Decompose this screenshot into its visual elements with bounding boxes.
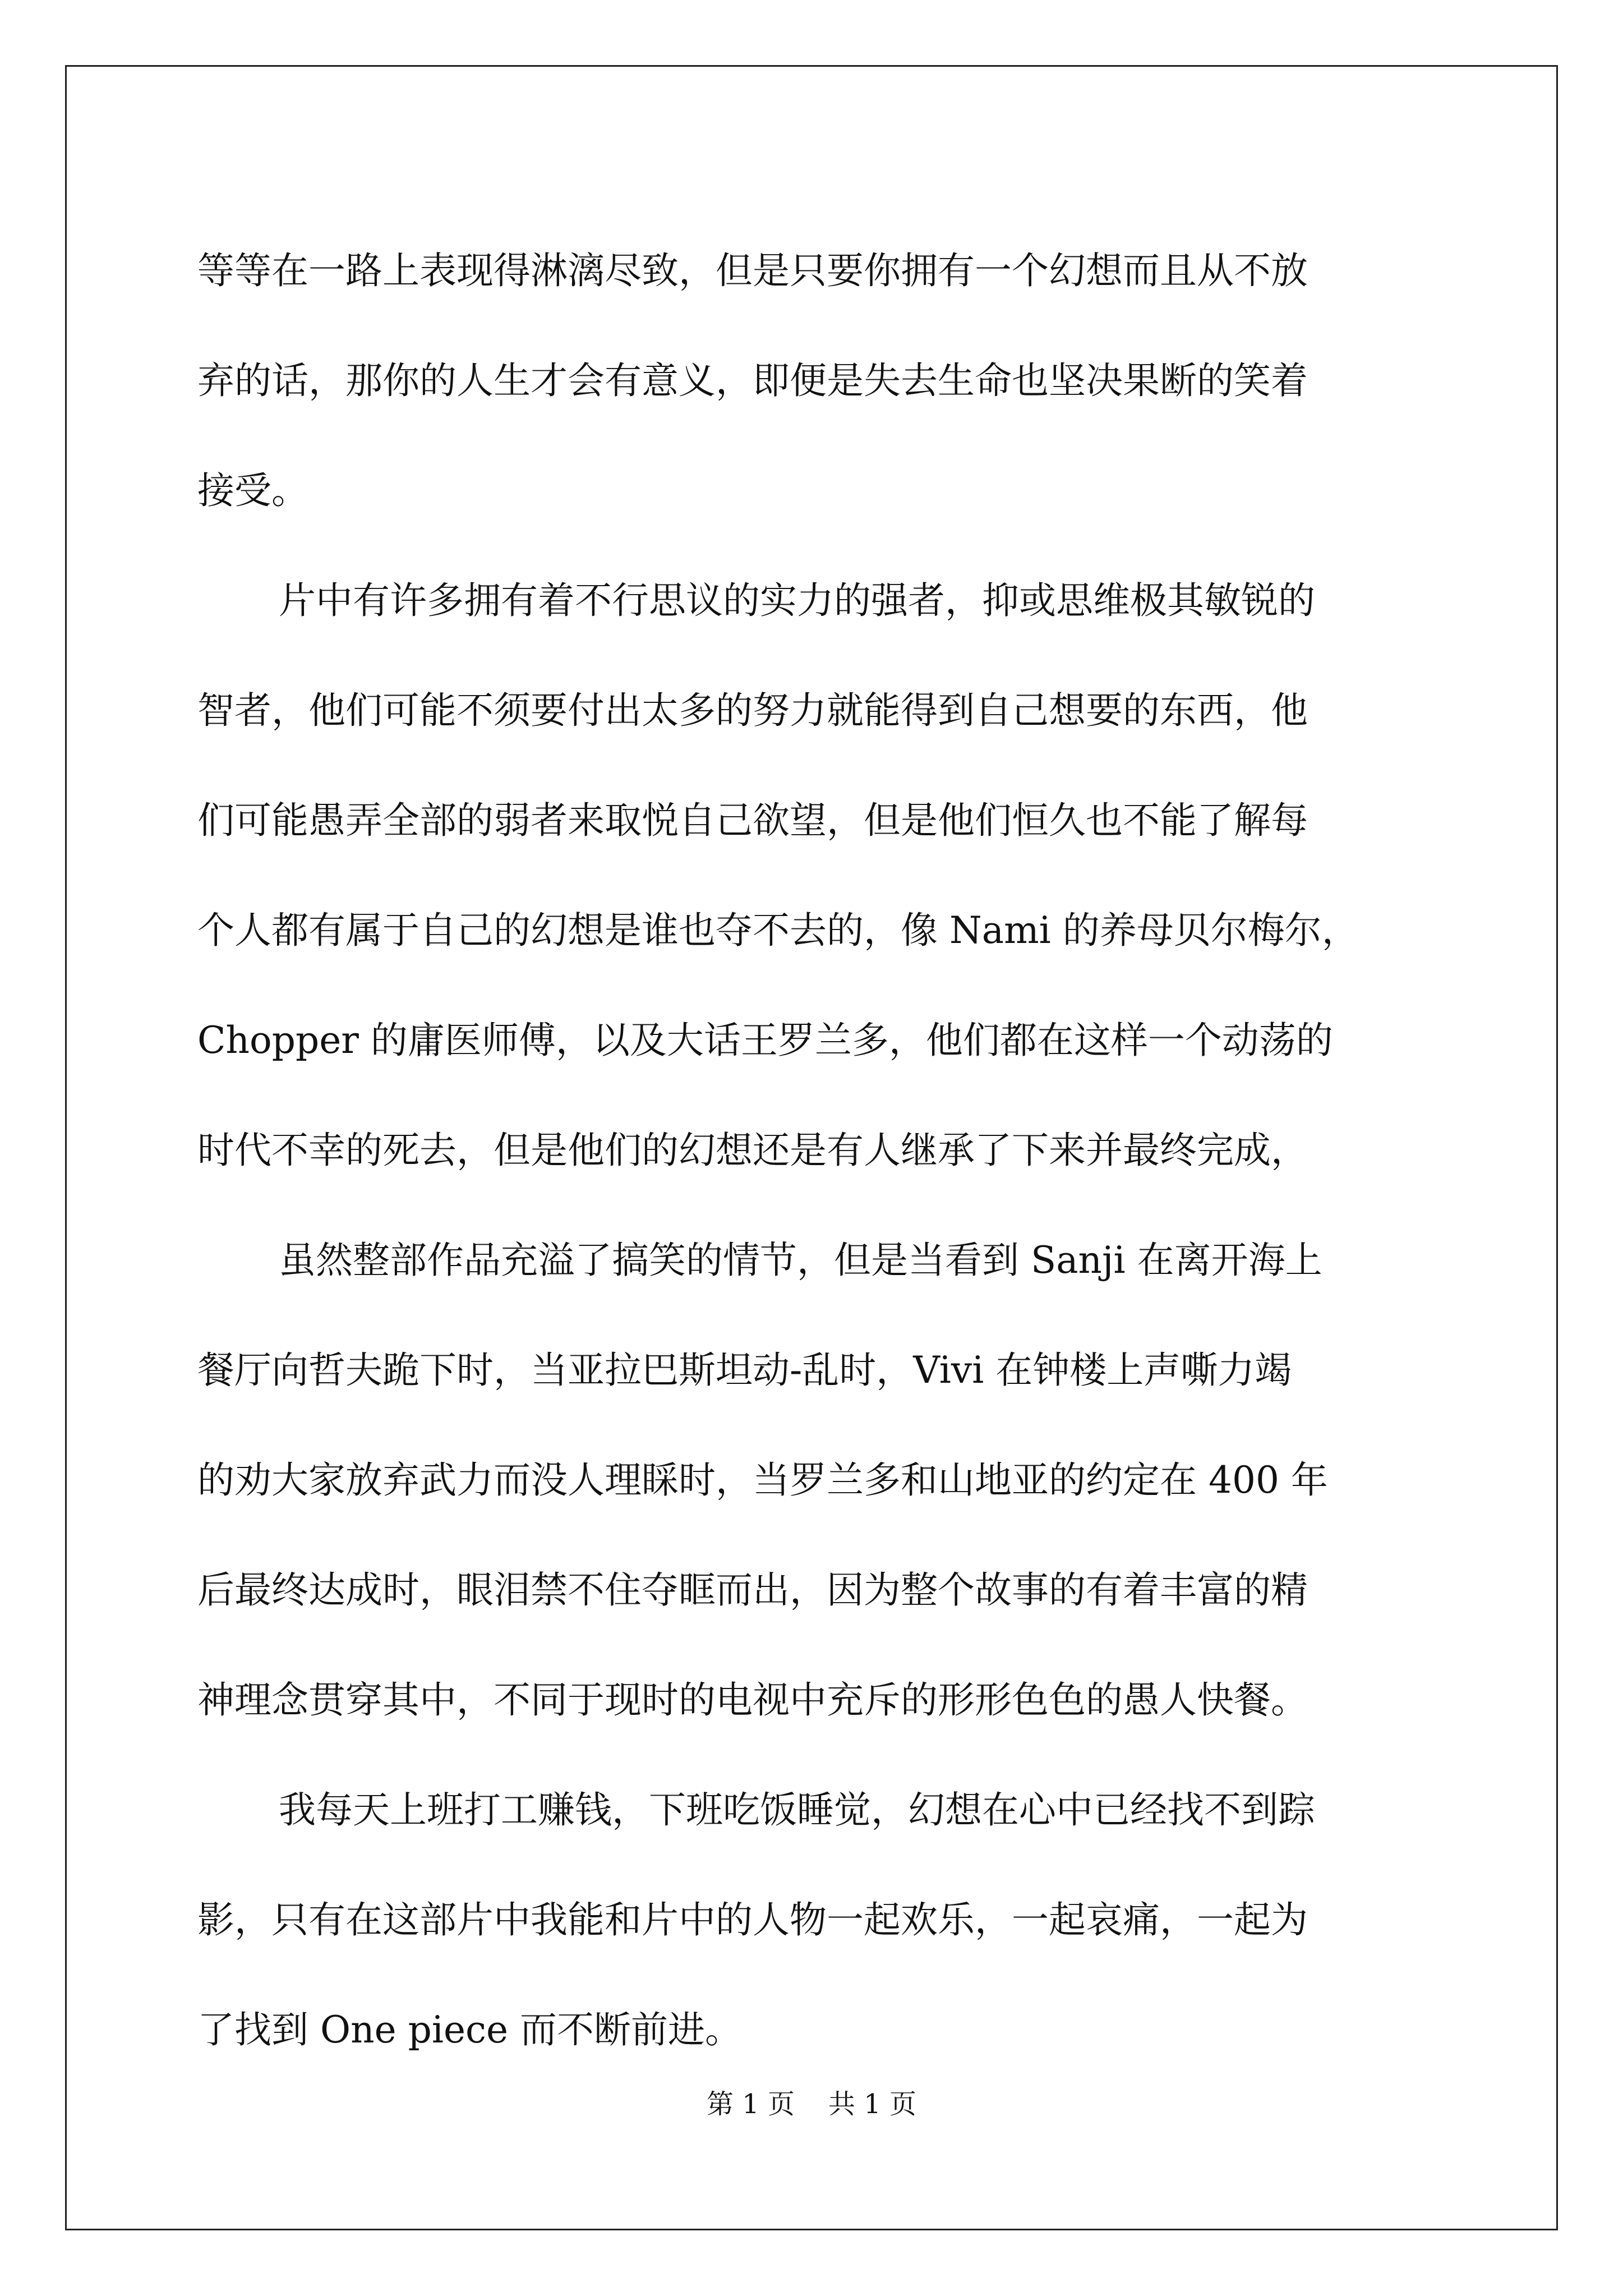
text-line: 接受。 [197, 469, 308, 512]
paragraph-start-line: 虽然整部作品充溢了搞笑的情节，但是当看到 Sanji 在离开海上 [279, 1239, 1322, 1282]
text-line: 后最终达成时，眼泪禁不住夺眶而出，因为整个故事的有着丰富的精 [197, 1568, 1308, 1612]
page-total: 共 1 页 [828, 2088, 917, 2120]
paragraph-start-line: 我每天上班打工赚钱，下班吃饭睡觉，幻想在心中已经找不到踪 [279, 1788, 1315, 1832]
text-line: 弃的话，那你的人生才会有意义，即便是失去生命也坚决果断的笑着 [197, 359, 1308, 402]
text-line: 的劝大家放弃武力而没人理睬时，当罗兰多和山地亚的约定在 400 年 [197, 1458, 1328, 1502]
text-line: 神理念贯穿其中，不同于现时的电视中充斥的形形色色的愚人快餐。 [197, 1678, 1308, 1722]
text-line: 餐厅向哲夫跪下时，当亚拉巴斯坦动-乱时，Vivi 在钟楼上声嘶力竭 [197, 1349, 1292, 1392]
page-number: 第 1 页 [706, 2088, 795, 2120]
text-line: Chopper 的庸医师傅，以及大话王罗兰多，他们都在这样一个动荡的 [197, 1019, 1333, 1062]
text-line: 个人都有属于自己的幻想是谁也夺不去的，像 Nami 的养母贝尔梅尔， [197, 909, 1359, 952]
text-line: 影，只有在这部片中我能和片中的人物一起欢乐，一起哀痛，一起为 [197, 1898, 1308, 1941]
document-body [197, 216, 1431, 2085]
text-line: 了找到 One piece 而不断前进。 [197, 2008, 743, 2051]
text-line: 等等在一路上表现得淋漓尽致，但是只要你拥有一个幻想而且从不放 [197, 249, 1308, 292]
text-line: 智者，他们可能不须要付出太多的努力就能得到自己想要的东西，他 [197, 689, 1308, 732]
text-line: 时代不幸的死去，但是他们的幻想还是有人继承了下来并最终完成， [197, 1129, 1308, 1172]
page-footer [0, 2082, 1623, 2121]
text-line: 们可能愚弄全部的弱者来取悦自己欲望，但是他们恒久也不能了解每 [197, 799, 1308, 842]
paragraph-start-line: 片中有许多拥有着不行思议的实力的强者，抑或思维极其敏锐的 [279, 579, 1315, 622]
